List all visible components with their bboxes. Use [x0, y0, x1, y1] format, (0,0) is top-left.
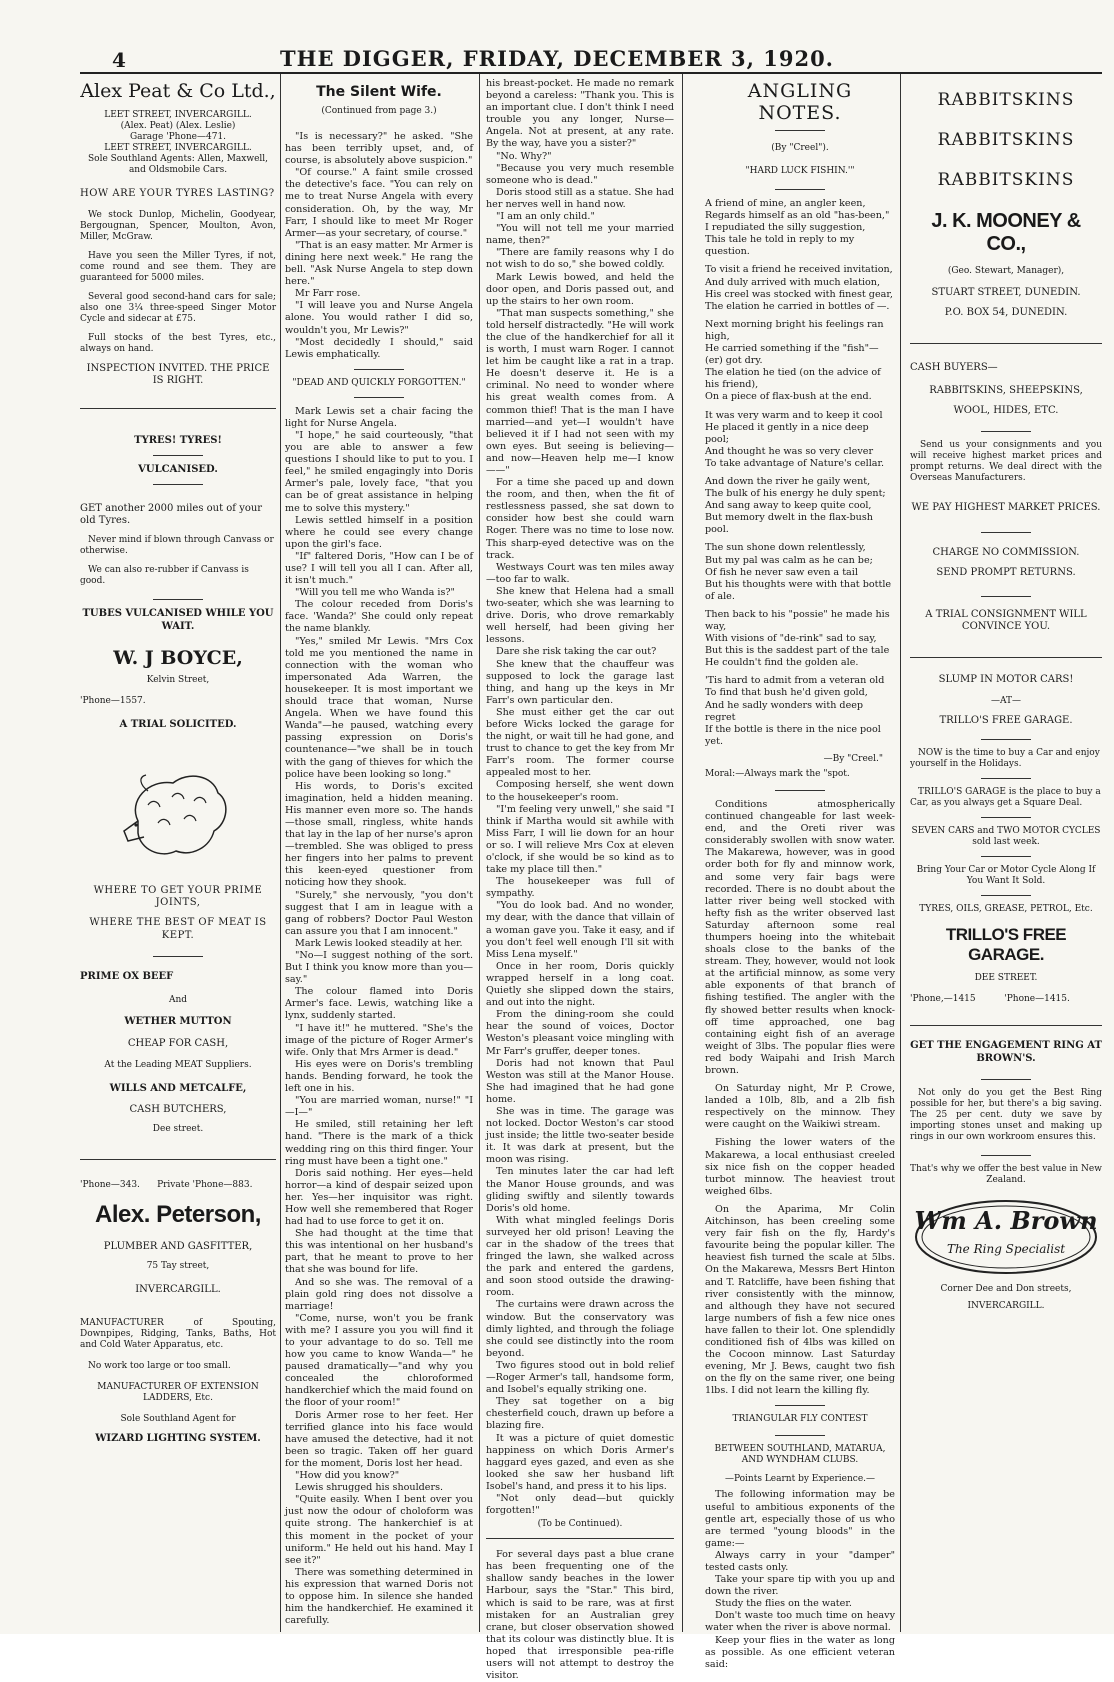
get-another: GET another 2000 miles out of your old Tyres. — [80, 503, 263, 527]
poem-moral: Moral:—Always mark the "spot. — [705, 768, 850, 779]
trillos-garage: TRILLO'S FREE GARAGE. — [939, 715, 1073, 727]
divider — [354, 369, 404, 370]
engagement-ring: GET THE ENGAGEMENT RING AT BROWN'S. — [910, 1040, 1102, 1064]
trillo-phones: 'Phone,—1415 'Phone—1415. — [910, 994, 1070, 1005]
bring-car: Bring Your Car or Motor Cycle Along If You Want It Sold. — [916, 865, 1096, 887]
story-paragraph: Doris said nothing. Her eyes—held horror—a kind of despair seized upon her. Yes—her inquisitor was right. How well she remembered that Roger had had to use force to get it on. — [285, 1167, 473, 1228]
meat-heading-2: WHERE THE BEST OF MEAT IS KEPT. — [89, 917, 267, 941]
divider — [981, 817, 1031, 818]
angling-byline: (By "Creel"). — [771, 143, 829, 153]
poem-stanza — [705, 609, 895, 669]
wills-metcalfe: WILLS AND METCALFE, — [109, 1083, 247, 1095]
divider — [354, 397, 404, 398]
story-paragraph: his breast-pocket. He made no remark beyond a careless: "Thank you. This is an important clue. I don't think I need trouble you any longer, Nurse—Angela. Not at present, at any rate. By the way, have you a sister?" — [486, 78, 674, 150]
poem-line: If the bottle is there in the nice pool yet. — [705, 723, 881, 747]
brown-address: Corner Dee and Don streets, — [940, 1283, 1072, 1294]
contest-title: TRIANGULAR FLY CONTEST — [732, 1414, 868, 1425]
poem-line: He couldn't find the golden ale. — [705, 657, 859, 669]
tyres-body: Several good second-hand cars for sale; also one 3¼ three-speed Singer Motor Cycle and sidecar at £75. — [80, 292, 276, 325]
poem-line: It was very warm and to keep it cool — [705, 409, 883, 421]
story-paragraph: "You do look bad. And no wonder, my dear, with the dance that villain of a woman gave you. Take it easy, and if you don't feel well enough I'll sit with Miss Lena myself." — [486, 900, 674, 960]
column-rule — [682, 74, 683, 1632]
poem-line: Of fish he never saw even a tail — [705, 566, 858, 578]
trial-consignment: A TRIAL CONSIGNMENT WILL CONVINCE YOU. — [925, 608, 1087, 632]
peat-line: (Alex. Peat) (Alex. Leslie) — [120, 121, 236, 131]
angling-paragraph: Don't waste too much time on heavy water when the river is above normal. — [705, 1610, 895, 1634]
poem-stanza — [705, 410, 895, 470]
poem-line: But my pal was calm as he can be; — [705, 554, 873, 566]
story-paragraph: "Is is necessary?" he asked. "She has been terribly upset, and, of course, is absolutely above suspicion." — [285, 131, 473, 167]
poem-stanza — [705, 319, 895, 404]
story-paragraph: Doris stood still as a statue. She had her nerves well in hand now. — [486, 186, 674, 210]
poem-line: Then back to his "possie" he made his way, — [705, 608, 890, 632]
angling-paragraph: Study the flies on the water. — [715, 1598, 852, 1610]
column-rule — [900, 74, 901, 1632]
column-5-ads — [910, 78, 1102, 1626]
cash-butchers: CASH BUTCHERS, — [129, 1103, 227, 1115]
divider — [153, 956, 203, 957]
boyce-name: W. J BOYCE, — [113, 646, 243, 669]
divider — [910, 1025, 1102, 1026]
story-paragraph: And so she was. The removal of a plain gold ring does not dissolve a marriage! — [285, 1276, 473, 1312]
story-paragraph: Doris Armer rose to her feet. Her terrified glance into his face would have amused the detective, had it not been so tragic. Taken off her guard for the moment, Doris lost her head. — [285, 1409, 473, 1469]
story-paragraph: "I am an only child." — [496, 211, 595, 223]
never-mind: Never mind if blown through Canvass or otherwise. — [80, 535, 274, 557]
story-paragraph: From the dining-room she could hear the sound of voices, Doctor Weston's pleasant voice mingling with Mr Farr's gruffer, deeper tones. — [486, 1009, 674, 1057]
column-4-angling — [705, 78, 895, 1670]
column-rule — [280, 74, 281, 1632]
divider — [486, 1538, 674, 1539]
poem-line: To visit a friend he received invitation, — [705, 264, 893, 276]
cheap-for-cash: CHEAP FOR CASH, — [127, 1038, 229, 1050]
ring-specialist: The Ring Specialist — [946, 1241, 1066, 1256]
to-be-continued: (To be Continued). — [537, 1519, 623, 1530]
no-work: No work too large or too small. — [88, 1361, 231, 1372]
story-paragraph: "Come, nurse, won't you be frank with me? I assure you you will find it to your advantage to do so. Tell me how you came to know Wanda—" he paused dramatically—"and why you concealed the chloroformed handkerchief which the maid found on the floor of your room!" — [285, 1312, 473, 1409]
poem-signature: —By "Creel." — [823, 753, 883, 764]
story-title: The Silent Wife. — [316, 84, 442, 100]
divider — [981, 856, 1031, 857]
poem-line: He placed it gently in a nice deep pool; — [705, 421, 869, 445]
tyres-question: HOW ARE YOUR TYRES LASTING? — [80, 188, 275, 199]
poem-line: And thought he was so very clever — [705, 445, 874, 457]
peat-line: LEET STREET, INVERCARGILL. — [104, 143, 252, 153]
trillos-big: TRILLO'S FREE GARAGE. — [945, 925, 1067, 965]
story-paragraph: "No—I suggest nothing of the sort. But I think you know more than you—say." — [285, 950, 473, 986]
tyres-body: We stock Dunlop, Michelin, Goodyear, Bergougnan, Spencer, Moulton, Avon, Miller, McGraw. — [80, 210, 276, 243]
mooney-manager: (Geo. Stewart, Manager), — [947, 266, 1065, 276]
divider — [775, 790, 825, 791]
tyres-tyres: TYRES! TYRES! — [134, 434, 222, 446]
divider — [981, 596, 1031, 597]
divider — [153, 455, 203, 456]
boyce-address: Kelvin Street, — [146, 674, 210, 685]
story-paragraph: Mr Farr rose. — [295, 288, 361, 300]
column-3-story — [486, 78, 674, 1682]
divider — [80, 408, 276, 409]
story-paragraph: "I have it!" he muttered. "She's the image of the picture of Roger Armer's wife. Only that Mrs Armer is dead." — [285, 1022, 473, 1058]
poem-stanza — [705, 675, 895, 748]
poem-line: With visions of "de-rink" sad to say, — [705, 633, 877, 645]
story-paragraph: "That man suspects something," she told herself distractedly. "He will work the clue of the handkerchief for all it is worth, I must warn Roger. I cannot let him be caught like a rat in a trap. He doesn't deserve it. He is a criminal. No need to wonder where his great wealth comes from. A common thief! That is the man I have married—and yet—I wouldn't have believed it if I had not seen with my own eyes. But seeing is believing—and now—Heaven help me—I know——" — [486, 307, 674, 476]
poem-line: The bulk of his energy he duly spent; — [705, 488, 886, 500]
poem-line: The elation he tied (on the advice of his friend), — [705, 367, 881, 391]
divider — [153, 599, 203, 600]
story-paragraph: He smiled, still retaining her left hand. "There is the mark of a thick wedding ring on this third finger. Your ring must have been a tight one." — [285, 1119, 473, 1167]
story-paragraph: She was in time. The garage was not locked. Doctor Weston's car stood just inside; the little two-seater beside it. It was dark at present, but the moon was rising. — [486, 1105, 674, 1166]
masthead-rule — [80, 72, 1102, 74]
tyres-body: Full stocks of the best Tyres, etc., always on hand. — [80, 333, 276, 355]
angling-paragraph: Conditions atmospherically continued changeable for last week-end, and the Oreti river was considerably swollen with snow water. The Makarewa, however, was in good order both for fly and minnow work, and some very fair bags were recorded. There is no doubt about the latter river being well stocked with hefty fish as the writer observed last Saturday afternoon some real thumpers hoeing into the whitebait shoals close to the banks of the stream. They, however, would not look at the artificial minnow, as some very able exponents of that branch of fishing testified. The angler with the fly showed better results when knock-off time approached, one bag containing eight fish of an average weight of 3lbs. The popular flies were red body Waipahi and Irish March brown. — [705, 798, 895, 1076]
divider — [981, 895, 1031, 896]
poem-line: And sang away to keep quite cool, — [705, 500, 872, 512]
story-paragraph: "Yes," smiled Mr Lewis. "Mrs Cox told me you mentioned the name in connection with the woman who impersonated Ada Warren, the housekeeper. It is most important we should trace that woman, Nurse Angela. When we have found this Wanda"—he paused, watching every passing expression on Doris's countenance—"we shall be in touch with the gang of thieves for which the police have been looking so long." — [285, 635, 473, 780]
prime-ox: PRIME OX BEEF — [80, 970, 174, 982]
rabbitskins-heading: RABBITSKINS — [937, 130, 1075, 150]
points-learnt: —Points Learnt by Experience.— — [724, 1474, 876, 1485]
story-paragraph: The curtains were drawn across the window. But the conservatory was dimly lighted, and through the foliage she could see distinctly into the room beyond. — [486, 1299, 674, 1359]
vulcanised: VULCANISED. — [138, 463, 218, 475]
divider — [981, 778, 1031, 779]
tubes-vulcanised: TUBES VULCANISED WHILE YOU WAIT. — [82, 608, 274, 632]
send-prompt: SEND PROMPT RETURNS. — [936, 567, 1076, 579]
poem-line: A friend of mine, an angler keen, — [705, 198, 866, 209]
poem-line: The elation he carried in bottles of —. — [705, 300, 890, 312]
column-2-story — [285, 78, 473, 1626]
brown-signature: Wm A. Brown — [914, 1205, 1098, 1235]
trillo-dee-street: DEE STREET. — [974, 973, 1038, 984]
masthead-title: THE DIGGER, FRIDAY, DECEMBER 3, 1920. — [279, 46, 834, 71]
story-paragraph: "Most decidedly I should," said Lewis emphatically. — [285, 336, 473, 360]
story-paragraph: Mark Lewis bowed, and held the door open, and Doris passed out, and up the stairs to her own room. — [486, 271, 674, 307]
peat-title: Alex Peat & Co Ltd., — [80, 80, 276, 102]
story-paragraph: Once in her room, Doris quickly wrapped herself in a long coat. Quietly she slipped down the stairs, and out into the night. — [486, 960, 674, 1009]
story-paragraph: "That is an easy matter. Mr Armer is dining here next week." He rang the bell. "Ask Nurse Angela to step down here." — [285, 239, 473, 288]
story-subhead: "DEAD AND QUICKLY FORGOTTEN." — [292, 377, 466, 388]
story-paragraph: Dare she risk taking the car out? — [496, 646, 657, 658]
brown-logo — [913, 1198, 1099, 1276]
story-paragraph: Mark Lewis set a chair facing the light for Nurse Angela. — [285, 405, 473, 429]
tyres-body: Have you seen the Miller Tyres, if not, come round and see them. They are guaranteed for 5000 miles. — [80, 251, 276, 284]
page-number: 4 — [112, 48, 126, 72]
story-paragraph: Composing herself, she went down to the housekeeper's room. — [486, 779, 674, 803]
story-paragraph: For a time she paced up and down the room, and then, when the fit of restlessness passed, she sat down to consider how best she could warn Roger. There was no time to lose now. This sharp-eyed detective was on the track. — [486, 477, 674, 561]
crane-article: For several days past a blue crane has been frequenting one of the shallow sandy beaches in the lower Harbour, says the "Star." This bird, which is said to be rare, was at first mistaken for an Australian grey crane, but closer observation showed that its colour was distinctly blue. It is hoped that irresponsible pea-rifle users will not attempt to destroy the visitor. — [486, 1549, 674, 1682]
story-paragraph: Doris had not known that Paul Weston was still at the Manor House. She had imagined that he had gone home. — [486, 1057, 674, 1105]
column-1-ads — [80, 78, 276, 1626]
story-paragraph: She had thought at the time that this was intentional on her husband's part, that he meant to prove to her that she was bound for life. — [285, 1228, 473, 1276]
story-paragraph: It was a picture of quiet domestic happiness on which Doris Armer's haggard eyes gazed, and even as she looked she saw her husband lift Isobel's hand, and press it to his lips. — [486, 1432, 674, 1492]
poem-title: "HARD LUCK FISHIN.'" — [745, 166, 855, 176]
re-rubber: We can also re-rubber if Canvass is good. — [80, 565, 249, 587]
poem-line: But memory dwelt in the flax-bush pool. — [705, 512, 873, 536]
story-paragraph: "Will you tell me who Wanda is?" — [295, 587, 455, 599]
poem-stanza — [705, 542, 895, 602]
story-paragraph: Westways Court was ten miles away—too far to walk. — [486, 561, 674, 585]
peat-line: Garage 'Phone—471. — [129, 132, 227, 142]
story-paragraph: Mark Lewis looked steadily at her. — [295, 937, 463, 949]
dee-street: Dee street. — [152, 1123, 204, 1134]
boyce-phone: 'Phone—1557. — [80, 695, 146, 706]
poem-line: But his thoughts were with that bottle of ale. — [705, 578, 892, 602]
cash-buyers: CASH BUYERS— — [910, 362, 998, 374]
poem-line: 'Tis hard to admit from a veteran old — [705, 675, 885, 687]
story-paragraph: "How did you know?" — [295, 1470, 400, 1482]
poem-line: But this is the saddest part of the tale — [705, 645, 890, 657]
poem-stanza — [705, 476, 895, 536]
story-paragraph: "You will not tell me your married name, then?" — [486, 223, 674, 247]
skins: RABBITSKINS, SHEEPSKINS, — [929, 384, 1083, 396]
po-box: P.O. BOX 54, DUNEDIN. — [944, 307, 1068, 319]
trial-solicited: A TRIAL SOLICITED. — [119, 718, 237, 730]
poem-line: To take advantage of Nature's cellar. — [705, 457, 885, 469]
divider — [910, 343, 1102, 344]
plumber: PLUMBER AND GASFITTER, — [103, 1240, 253, 1252]
wether-mutton: WETHER MUTTON — [124, 1016, 232, 1028]
sheep-icon — [118, 761, 238, 871]
divider — [775, 189, 825, 190]
story-paragraph: Two figures stood out in bold relief—Roger Armer's tall, handsome form, and Isobel's equally striking one. — [486, 1359, 674, 1396]
poem-line: And down the river he gaily went, — [705, 475, 871, 487]
divider — [910, 657, 1102, 658]
story-paragraph: Lewis settled himself in a position where he could see every change upon the girl's face. — [285, 514, 473, 550]
not-only: Not only do you get the Best Ring possible for her, but there's a big saving. The 25 per cent. duty we save by importing stones unset and making up rings in our own workroom ensures this. — [910, 1087, 1102, 1142]
peat-line: Sole Southland Agents: Allen, Maxwell, and Oldsmobile Cars. — [87, 154, 269, 175]
trillos-place: TRILLO'S GARAGE is the place to buy a Car, as you always get a Square Deal. — [910, 787, 1101, 809]
tay-street: 75 Tay street, — [146, 1261, 210, 1272]
we-pay: WE PAY HIGHEST MARKET PRICES. — [911, 502, 1101, 514]
story-paragraph: Lewis shrugged his shoulders. — [295, 1482, 444, 1494]
poem-line: And duly arrived with much elation, — [705, 276, 881, 288]
story-paragraph: His eyes were on Doris's trembling hands. Bending forward, he took the left one in his. — [285, 1058, 473, 1095]
story-paragraph: "Not only dead—but quickly forgotten!" — [486, 1492, 674, 1517]
column-rule — [479, 74, 480, 1632]
charge-no-commission: CHARGE NO COMMISSION. — [932, 547, 1080, 559]
poem-line: And he sadly wonders with deep regret — [705, 699, 864, 723]
tyres-oils: TYRES, OILS, GREASE, PETROL, Etc. — [919, 904, 1093, 915]
invercargill: INVERCARGILL. — [135, 1284, 221, 1296]
and-text: And — [168, 995, 188, 1006]
divider — [981, 1079, 1031, 1080]
inspection-invited: INSPECTION INVITED. THE PRICE IS RIGHT. — [86, 363, 270, 387]
story-paragraph: "I hope," he said courteously, "that you are able to answer a few questions I should like to put to you. I feel," he smiled engagingly into Doris Armer's pale, lovely face, "that you can be of great assistance in helping me to solve this mystery." — [285, 429, 473, 514]
rabbitskins-heading: RABBITSKINS — [937, 170, 1075, 190]
brown-city: INVERCARGILL. — [967, 1300, 1045, 1311]
angling-paragraph: Always carry in your "damper" tested casts only. — [705, 1549, 895, 1573]
divider — [981, 532, 1031, 533]
angling-title: ANGLING NOTES. — [747, 80, 853, 124]
angling-paragraph: On Saturday night, Mr P. Crowe, landed a 10lb, 8lb, and a 2lb fish respectively on the minnow. They were caught on the Waikiwi stream. — [705, 1083, 895, 1131]
ladders: MANUFACTURER OF EXTENSION LADDERS, Etc. — [97, 1382, 259, 1404]
angling-paragraph: Keep your flies in the water as long as possible. As one efficient veteran said: — [705, 1634, 895, 1670]
rabbitskins-heading: RABBITSKINS — [937, 90, 1075, 110]
story-paragraph: "No. Why?" — [496, 150, 552, 162]
divider — [153, 484, 203, 485]
angling-paragraph: The following information may be useful to ambitious exponents of the gentle art, especially those of us who are termed "young bloods" in the game:— — [705, 1489, 895, 1549]
story-paragraph: They sat together on a big chesterfield couch, drawn up before a blazing fire. — [486, 1396, 674, 1432]
story-paragraph: The colour receded from Doris's face. 'Wanda?' She could only repeat the name blankly. — [285, 599, 473, 635]
story-paragraph: She must either get the car out before Wicks locked the garage for the night, or wait till he had gone, and trust to chance to get the key from Mr Farr's room. The former course appealed most to her. — [486, 706, 674, 779]
slump-heading: SLUMP IN MOTOR CARS! — [938, 674, 1074, 686]
at-text: —AT— — [990, 696, 1021, 707]
story-paragraph: "I will leave you and Nurse Angela alone. You would rather I did so, wouldn't you, Mr Lewis?" — [285, 300, 473, 336]
story-paragraph: The colour flamed into Doris Armer's face. Lewis, watching like a lynx, suddenly started. — [285, 986, 473, 1022]
divider — [80, 1159, 276, 1160]
divider — [981, 739, 1031, 740]
leading-suppliers: At the Leading MEAT Suppliers. — [104, 1060, 252, 1071]
wool-hides: WOOL, HIDES, ETC. — [953, 404, 1059, 416]
thats-why: That's why we offer the best value in New Zealand. — [910, 1163, 1102, 1185]
seven-cars: SEVEN CARS and TWO MOTOR CYCLES sold last week. — [911, 826, 1101, 848]
poem-line: I repudiated the silly suggestion, — [705, 222, 866, 234]
send-consignments: Send us your consignments and you will receive highest market prices and prompt returns. We deal direct with the Overseas Manufacturers. — [910, 440, 1102, 484]
mooney-name: J. K. MOONEY & CO., — [931, 210, 1081, 255]
story-paragraph: She knew that the chauffeur was supposed to lock the garage last thing, and hang up the keys in Mr Farr's own particular den. — [486, 658, 674, 706]
story-paragraph: She knew that Helena had a small two-seater, which she was learning to drive. Doris, who drove remarkably well herself, had been giving her lessons. — [486, 585, 674, 646]
story-paragraph: "If" faltered Doris, "How can I be of use? I will tell you all I can. After all, it isn't much." — [285, 550, 473, 587]
sole-agent: Sole Southland Agent for — [120, 1414, 236, 1425]
poem-line: To find that bush he'd given gold, — [705, 687, 868, 699]
story-paragraph: "Because you very much resemble someone who is dead." — [486, 162, 674, 186]
poem-line: His creel was stocked with finest gear, — [705, 288, 893, 300]
story-paragraph: "I'm feeling very unwell," she said "I think if Martha would sit awhile with Miss Farr, I will lie down for an hour or so. I will relieve Mrs Cox at eleven o'clock, if she would be so kind as to take my place till then." — [486, 803, 674, 876]
divider — [775, 1435, 825, 1436]
poem-stanza — [705, 264, 895, 312]
stuart-street: STUART STREET, DUNEDIN. — [931, 287, 1081, 298]
poem-line: Regards himself as an old "has-been," — [705, 210, 890, 222]
divider — [981, 431, 1031, 432]
story-paragraph: "You are married woman, nurse!" "I—I—" — [285, 1095, 473, 1119]
poem-line: Next morning bright his feelings ran high, — [705, 318, 884, 342]
continued-note: (Continued from page 3.) — [321, 106, 437, 116]
divider — [775, 1405, 825, 1406]
peterson-phones: 'Phone—343. Private 'Phone—883. — [80, 1179, 253, 1190]
angling-paragraph: On the Aparima, Mr Colin Aitchinson, has been creeling some very fair fish on the fly, Hardy's favourite being the popular killer. The heaviest fish turned the scale at 5lbs. On the Makarewa, Messrs Bert Hinton and T. Ratcliffe, have been fishing that river consistently with the minnow, and although they have not secured large numbers of fish a few nice ones have fallen to their lot. One splendidly conditioned fish of 4lbs was killed on the Cocoon minnow. Last Saturday evening, Mr J. Bews, caught two fish on the fly on the same river, one being 1lbs. I did not learn the killing fly. — [705, 1203, 895, 1397]
story-paragraph: "Quite easily. When I bent over you just now the odour of choloform was quite strong. The hankerchief is at this moment in the pocket of your uniform." He held out his hand. May I see it?" — [285, 1494, 473, 1566]
peterson-name: Alex. Peterson, — [95, 1200, 261, 1228]
angling-paragraph: Fishing the lower waters of the Makarewa, a local enthusiast creeled six nice fish on the copper headed turbot minnow. The heaviest trout weighed 6lbs. — [705, 1137, 895, 1197]
poem-line: The sun shone down relentlessly, — [705, 542, 866, 554]
poem-line: He carried something if the "fish"—(er) got dry. — [705, 343, 879, 367]
wizard-lighting: WIZARD LIGHTING SYSTEM. — [95, 1433, 261, 1445]
divider — [981, 1155, 1031, 1156]
story-paragraph: With what mingled feelings Doris surveyed her old prison! Leaving the car in the shadow of the trees that fringed the lawn, she walked across the park and entered the gardens, and soon stood outside the drawing-room. — [486, 1214, 674, 1299]
poem-line: On a piece of flax-bush at the end. — [705, 391, 872, 403]
meat-heading: WHERE TO GET YOUR PRIME JOINTS, — [93, 885, 263, 909]
story-paragraph: The housekeeper was full of sympathy. — [486, 876, 674, 900]
divider — [775, 130, 825, 131]
poem-stanza — [705, 198, 895, 258]
manufacturer: MANUFACTURER of Spouting, Downpipes, Ridging, Tanks, Baths, Hot and Cold Water Apparatus, etc. — [80, 1318, 276, 1351]
poem-line: This tale he told in reply to my question. — [705, 234, 855, 258]
now-buy: NOW is the time to buy a Car and enjoy yourself in the Holidays. — [910, 748, 1100, 770]
story-paragraph: "There are family reasons why I do not wish to do so," she bowed coldly. — [486, 247, 674, 271]
story-paragraph: "Surely," she nervously, "you don't suggest that I am in league with a gang of robbers? Doctor Paul Weston can assure you that I am innocent." — [285, 889, 473, 937]
story-paragraph: There was something determined in his expression that warned Doris not to oppose him. In silence she handed him the handkerchief. He examined it carefully. — [285, 1566, 473, 1627]
angling-paragraph: Take your spare tip with you up and down the river. — [705, 1574, 895, 1598]
peat-line: LEET STREET, INVERCARGILL. — [104, 110, 252, 120]
story-paragraph: "Of course." A faint smile crossed the detective's face. "You can rely on me to treat Nurse Angela with every consideration. Oh, by the way, Mr Farr, I should like to meet Mr Roger Armer—as your secretary, of course." — [285, 167, 473, 239]
story-paragraph: His words, to Doris's excited imagination, held a hidden meaning. His manner even more so. The hands—those small, ringless, white hands that lay in the lap of her nurse's apron—trembled. She was obliged to press her fingers into her palms to prevent this keen-eyed questioner from noticing how they shook. — [285, 780, 473, 889]
story-paragraph: Ten minutes later the car had left the Manor House grounds, and was gliding swiftly and silently towards Doris's old home. — [486, 1166, 674, 1214]
contest-clubs: BETWEEN SOUTHLAND, MATARUA, AND WYNDHAM CLUBS. — [714, 1444, 886, 1466]
